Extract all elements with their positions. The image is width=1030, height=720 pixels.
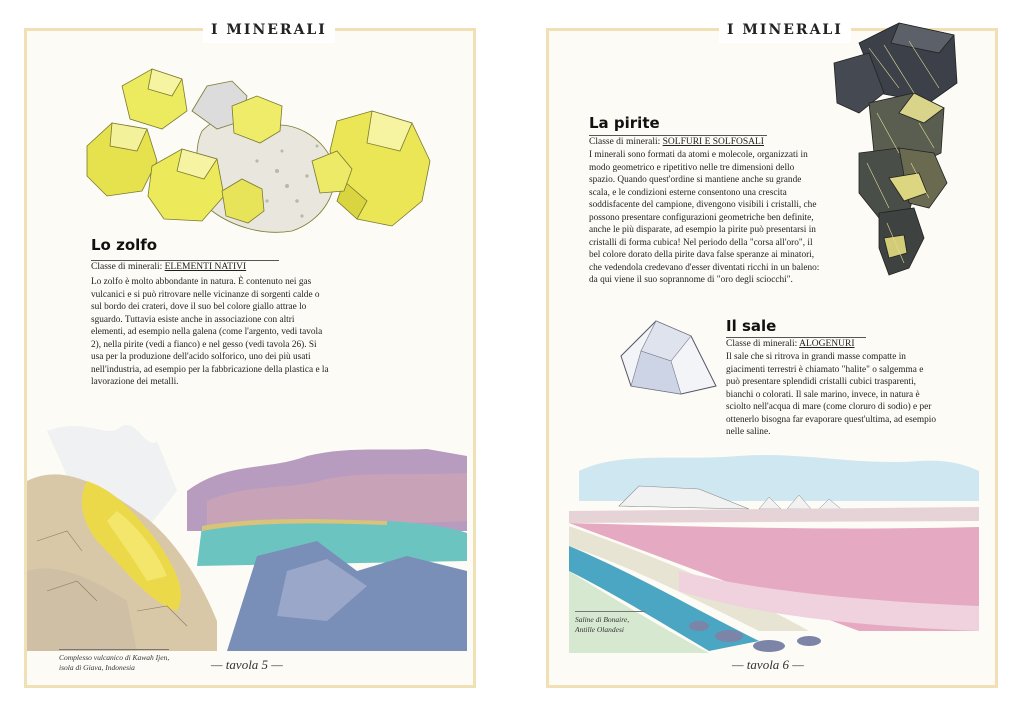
mineral-class-line — [91, 260, 279, 272]
mineral-title-pyrite: La pirite — [589, 114, 660, 132]
landscape-caption — [59, 649, 169, 673]
mineral-class-label: Classe di minerali: — [91, 262, 163, 272]
salt-description: Il sale che si ritrova in grandi masse compatte in giacimenti terrestri è chiamato "halite" o salgemma e può presentare splendidi cristalli cubici trasparenti, bianchi o colorati. Il sale marino, invece, in natura è sciolto nell'acqua di mare (come cloruro di sodio) e per ottenerlo bisogna far evaporare quest'ultima, ad esempio nelle saline. — [726, 352, 937, 437]
mineral-class-value: ELEMENTI NATIVI — [164, 262, 247, 272]
sulfur-description: Lo zolfo è molto abbondante in natura. È contenuto nei gas vulcanici e si può ritrovare nelle vicinanze di sorgenti calde o sul bordo dei crateri, dove il suo bel colore giallo attrae lo sguardo. Tuttavia esiste anche in associazione con altri elementi, ad esempio nella galena (come l'argento, vedi tavola 2), nella pirite (vedi a fianco) e nel gesso (vedi tavola 26). Si usa per la produzione dell'acido solforico, uno dei più usati nell'industria, ad esempio per la fabbricazione della plastica e la lavorazione dei metalli. — [91, 277, 329, 387]
sulfur-crystals-illustration — [82, 51, 442, 251]
page-header: I MINERALI — [719, 17, 851, 43]
caption-line-1: Complesso vulcanico di Kawah Ijen, — [59, 653, 170, 662]
kawah-ijen-landscape-illustration — [27, 421, 467, 651]
caption-line-2: Antille Olandesi — [575, 625, 624, 634]
mineral-class-line — [589, 135, 767, 147]
plate-number: — tavola 6 — — [732, 657, 804, 672]
mineral-class-line — [726, 337, 866, 349]
mineral-title-salt: Il sale — [726, 317, 777, 335]
caption-line-1: Saline di Bonaire, — [575, 615, 630, 624]
right-page — [546, 22, 998, 688]
mineral-class-label: Classe di minerali: — [589, 137, 661, 147]
mineral-class-value: ALOGENURI — [799, 339, 855, 349]
caption-line-2: isola di Giava, Indonesia — [59, 663, 135, 672]
bonaire-salt-pans-illustration — [559, 431, 989, 671]
plate-number: — tavola 5 — — [211, 657, 283, 672]
pyrite-crystals-illustration — [829, 13, 979, 293]
landscape-caption — [575, 611, 645, 635]
mineral-class-value: SOLFURI E SOLFOSALI — [662, 137, 764, 147]
pyrite-description: I minerali sono formati da atomi e molecole, organizzati in modo geometrico e ripetitivo nelle tre dimensioni dello spazio. Quando quest'ordine si mantiene anche su grande scala, e le condizioni esterne consentono una crescita soddisfacente del campione, divengono visibili i cristalli, che possono presentare configurazioni geometriche ben definite, anche le più disparate, ad esempio la pirite può presentarsi in cristalli di forma cubica! Nel periodo della "corsa all'oro", il bel colore dorato della pirite dava false speranze ai minatori, che vedendola credevano d'esser diventati ricchi in un baleno: da qui viene il suo soprannome di "oro degli sciocchi". — [589, 150, 820, 285]
halite-crystal-illustration — [611, 316, 721, 396]
left-page — [24, 22, 476, 688]
mineral-class-label: Classe di minerali: — [726, 339, 798, 349]
page-header: I MINERALI — [203, 17, 335, 43]
mineral-title-sulfur: Lo zolfo — [91, 236, 158, 254]
